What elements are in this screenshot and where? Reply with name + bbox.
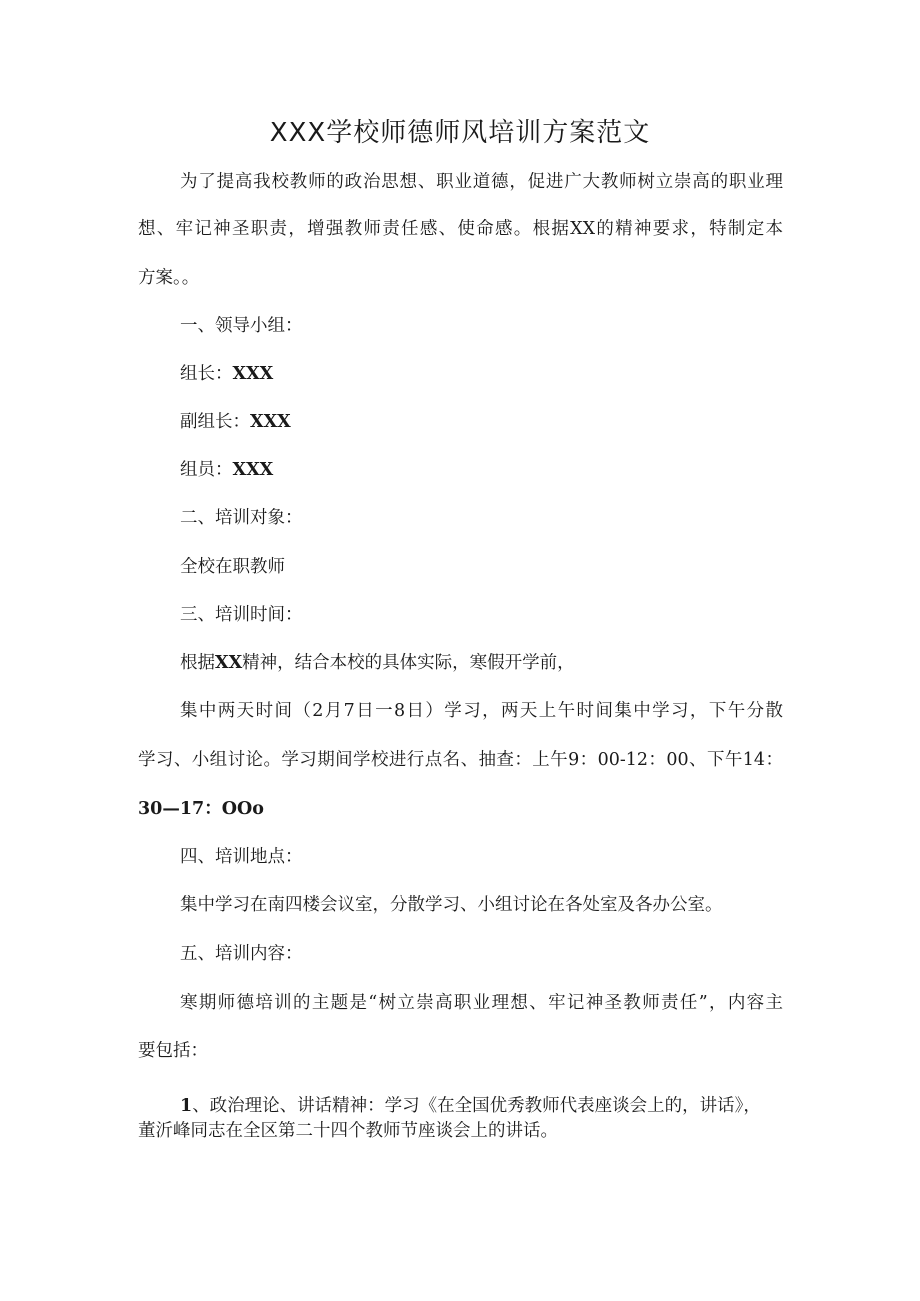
item1-text: 、政治理论、讲话精神：学习《在全国优秀教师代表座谈会上的，讲话》， [192,1096,761,1116]
intro-line-3: 方案。。 [138,268,200,288]
intro-line-1: 为了提高我校教师的政治思想、职业道德，促进广大教师树立崇高的职业理 [180,172,783,192]
member-label: 组员： [180,460,233,480]
item1-line-1 [180,1094,761,1118]
item1-line-2: 董沂峰同志在全区第二十四个教师节座谈会上的讲话。 [138,1121,558,1141]
section3-line-4: 30—17：OOo [138,799,264,819]
section3-heading: 三、培训时间： [180,605,303,625]
section1-heading: 一、领导小组： [180,316,303,336]
section2-content: 全校在职教师 [180,557,285,577]
section3-line-1 [180,651,575,675]
document-title: XXX学校师德师风培训方案范文 [269,118,651,148]
section3-line-1-c: 精神，结合本校的具体实际，寒假开学前， [242,653,575,673]
section5-line-1: 寒期师德培训的主题是“树立崇高职业理想、牢记神圣教师责任”，内容主 [180,993,783,1013]
member-row [180,458,273,482]
section5-heading: 五、培训内容： [180,944,303,964]
section3-line-3: 学习、小组讨论。学习期间学校进行点名、抽查：上午9：00-12：00、下午14： [138,750,783,770]
section3-line-1-a: 根据 [180,653,215,673]
leader-row [180,362,273,386]
intro-line-2: 想、牢记神圣职责，增强教师责任感、使命感。根据XX的精神要求，特制定本 [138,219,783,239]
section2-heading: 二、培训对象： [180,508,303,528]
item1-number: 1 [180,1096,193,1116]
section3-line-2: 集中两天时间（2月7日一8日）学习，两天上午时间集中学习，下午分散 [180,701,783,721]
deputy-label: 副组长： [180,412,250,432]
deputy-row [180,410,291,434]
section4-heading: 四、培训地点： [180,847,303,867]
leader-label: 组长： [180,364,233,384]
member-value: XXX [232,460,274,480]
section5-line-2: 要包括： [138,1041,208,1061]
leader-value: XXX [232,364,274,384]
section4-content: 集中学习在南四楼会议室，分散学习、小组讨论在各处室及各办公室。 [180,895,723,915]
deputy-value: XXX [250,412,291,432]
section3-line-1-b: XX [215,653,243,673]
